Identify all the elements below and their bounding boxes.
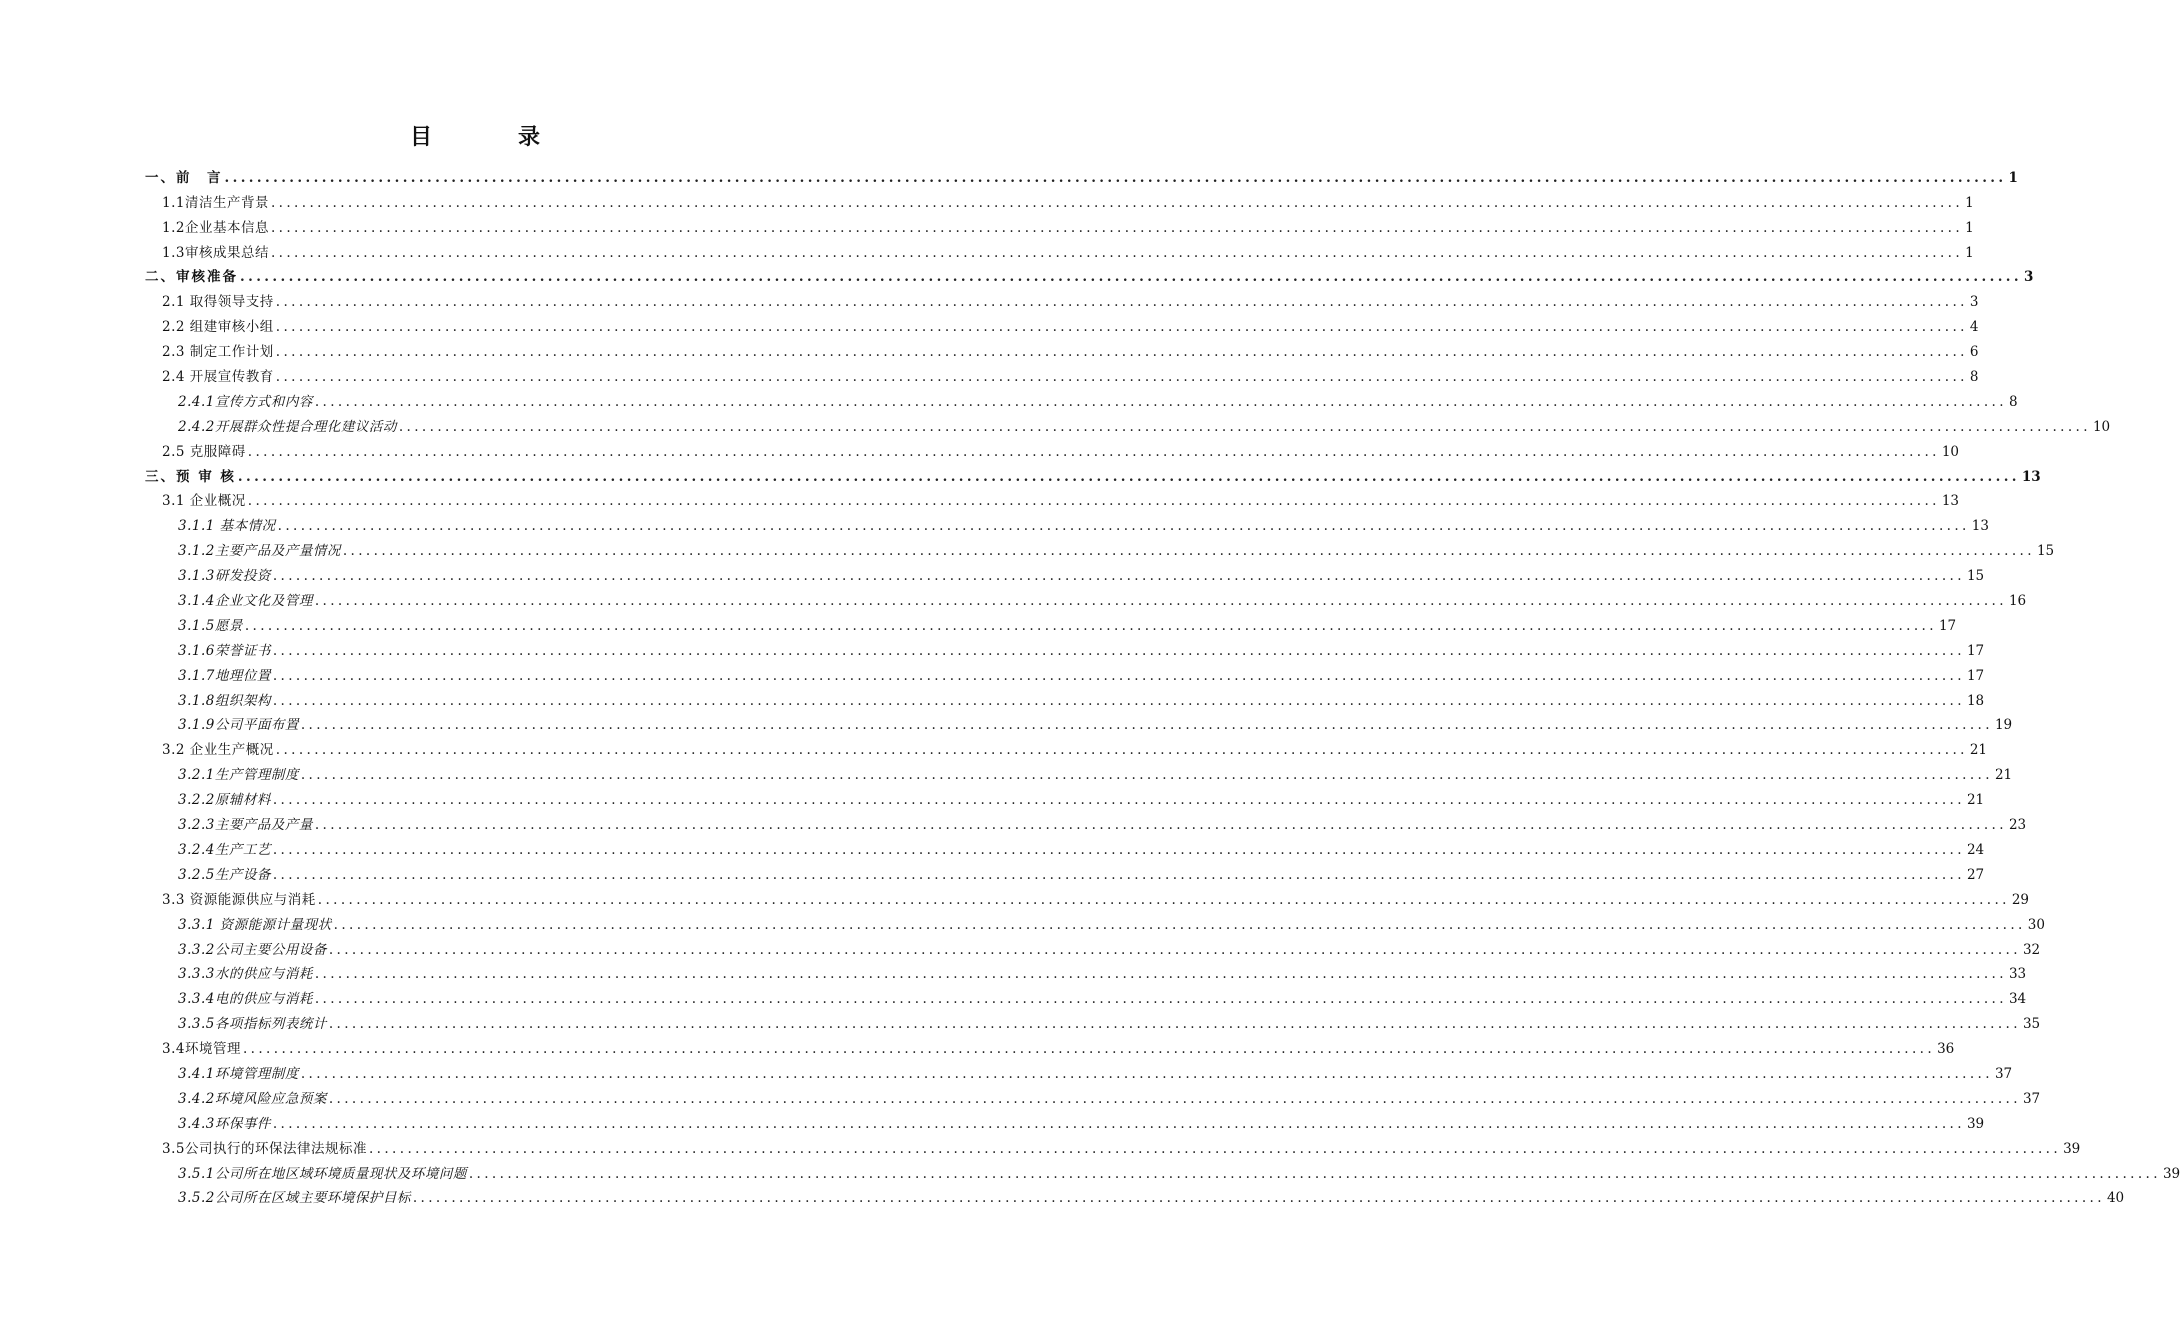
toc-entry-page-number: 17 bbox=[1938, 617, 1957, 634]
toc-entry[interactable] bbox=[145, 660, 1985, 685]
toc-dot-leader: ............................................................................................................................................................................................................................ bbox=[272, 568, 1965, 585]
toc-entry-page-number: 10 bbox=[1941, 443, 1960, 460]
toc-entry[interactable] bbox=[145, 734, 1988, 759]
toc-dot-leader: ............................................................................................................................................................................................................................ bbox=[275, 319, 1968, 336]
toc-entry-label: 3.2 企业生产概况 bbox=[162, 742, 274, 759]
toc-entry-page-number: 19 bbox=[1994, 717, 2013, 734]
toc-entry[interactable] bbox=[145, 1158, 2180, 1183]
toc-entry-page-number: 13 bbox=[1941, 493, 1960, 510]
toc-entry-label: 2.1 取得领导支持 bbox=[162, 294, 274, 311]
toc-dot-leader: ............................................................................................................................................................................................................................ bbox=[272, 692, 1965, 709]
toc-entry[interactable] bbox=[145, 311, 1979, 336]
toc-entry[interactable] bbox=[145, 934, 2041, 959]
toc-entry[interactable] bbox=[145, 1008, 2041, 1033]
toc-entry-label: 2.5 克服障碍 bbox=[162, 443, 246, 460]
toc-dot-leader: ............................................................................................................................................................................................................................ bbox=[300, 1065, 1993, 1082]
toc-entry-page-number: 24 bbox=[1966, 841, 1985, 858]
toc-dot-leader: ............................................................................................................................................................................................................................ bbox=[277, 518, 1970, 535]
toc-entry-label: 3.2.3主要产品及产量 bbox=[178, 817, 313, 834]
toc-entry[interactable] bbox=[145, 237, 1974, 262]
toc-entry[interactable] bbox=[145, 834, 1985, 859]
toc-entry[interactable] bbox=[145, 759, 2013, 784]
toc-dot-leader: ............................................................................................................................................................................................................................ bbox=[224, 169, 2007, 186]
toc-entry[interactable] bbox=[145, 286, 1979, 311]
toc-entry[interactable] bbox=[145, 262, 2034, 287]
toc-dot-leader: ............................................................................................................................................................................................................................ bbox=[317, 891, 2010, 908]
toc-dot-leader: ............................................................................................................................................................................................................................ bbox=[272, 667, 1965, 684]
toc-entry[interactable] bbox=[145, 361, 1979, 386]
toc-dot-leader: ............................................................................................................................................................................................................................ bbox=[328, 1090, 2021, 1107]
toc-dot-leader: ............................................................................................................................................................................................................................ bbox=[314, 966, 2007, 983]
toc-entry-label: 3.1.8组织架构 bbox=[178, 692, 271, 709]
toc-entry-page-number: 1 bbox=[1965, 244, 1974, 261]
toc-entry-page-number: 18 bbox=[1966, 692, 1985, 709]
toc-entry-page-number: 16 bbox=[2008, 593, 2027, 610]
toc-entry[interactable] bbox=[145, 784, 1985, 809]
toc-entry-page-number: 10 bbox=[2092, 418, 2111, 435]
toc-entry-page-number: 13 bbox=[1971, 518, 1989, 535]
toc-entry-label: 1.2企业基本信息 bbox=[162, 219, 269, 236]
toc-dot-leader: ............................................................................................................................................................................................................................ bbox=[328, 1016, 2021, 1033]
toc-entry-page-number: 8 bbox=[2008, 393, 2018, 410]
toc-entry-page-number: 30 bbox=[2027, 916, 2045, 933]
toc-entry-label: 三、预 审 核 bbox=[145, 468, 236, 485]
toc-dot-leader: ............................................................................................................................................................................................................................ bbox=[237, 468, 2020, 485]
toc-dot-leader: ............................................................................................................................................................................................................................ bbox=[314, 393, 2007, 410]
toc-entry[interactable] bbox=[145, 1058, 2013, 1083]
toc-dot-leader: ............................................................................................................................................................................................................................ bbox=[275, 369, 1968, 386]
toc-entry[interactable] bbox=[145, 560, 1985, 585]
toc-dot-leader: ............................................................................................................................................................................................................................ bbox=[275, 344, 1968, 361]
toc-entry[interactable] bbox=[145, 535, 2055, 560]
toc-entry[interactable] bbox=[145, 1133, 2081, 1158]
toc-entry-label: 2.4.1宣传方式和内容 bbox=[178, 393, 313, 410]
toc-entry-label: 3.2.1生产管理制度 bbox=[178, 767, 299, 784]
toc-entry-page-number: 29 bbox=[2011, 891, 2030, 908]
toc-entry[interactable] bbox=[145, 809, 2027, 834]
toc-entry-page-number: 36 bbox=[1937, 1041, 1955, 1058]
toc-entry-page-number: 4 bbox=[1969, 319, 1979, 336]
toc-entry[interactable] bbox=[145, 436, 1960, 461]
toc-entry-page-number: 32 bbox=[2022, 941, 2041, 958]
toc-entry[interactable] bbox=[145, 635, 1985, 660]
toc-entry-page-number: 17 bbox=[1966, 642, 1985, 659]
toc-dot-leader: ............................................................................................................................................................................................................................ bbox=[300, 767, 1993, 784]
toc-entry-page-number: 3 bbox=[1969, 294, 1979, 311]
toc-entry-page-number: 37 bbox=[1994, 1065, 2013, 1082]
toc-entry-label: 3.5.1公司所在地区域环境质量现状及环境问题 bbox=[178, 1165, 467, 1182]
toc-entry-page-number: 13 bbox=[2021, 468, 2041, 485]
toc-entry[interactable] bbox=[145, 510, 1989, 535]
toc-entry-page-number: 23 bbox=[2008, 817, 2027, 834]
toc-entry-page-number: 15 bbox=[2036, 543, 2055, 560]
toc-entry-page-number: 3 bbox=[2024, 269, 2034, 286]
toc-entry-label: 3.1.9公司平面布置 bbox=[178, 717, 299, 734]
toc-dot-leader: ............................................................................................................................................................................................................................ bbox=[270, 219, 1964, 236]
toc-entry-label: 3.1.1 基本情况 bbox=[178, 518, 276, 535]
toc-title: 目 录 bbox=[409, 124, 572, 150]
toc-entry-label: 3.5公司执行的环保法律法规标准 bbox=[162, 1140, 367, 1157]
toc-dot-leader: ............................................................................................................................................................................................................................ bbox=[275, 294, 1968, 311]
toc-entry[interactable] bbox=[145, 162, 2018, 187]
toc-entry-page-number: 33 bbox=[2008, 966, 2027, 983]
toc-dot-leader: ............................................................................................................................................................................................................................ bbox=[244, 617, 1937, 634]
table-of-contents bbox=[145, 162, 2180, 1207]
toc-entry[interactable] bbox=[145, 187, 1974, 212]
toc-entry-page-number: 1 bbox=[2008, 169, 2018, 186]
toc-entry-page-number: 21 bbox=[1966, 792, 1985, 809]
toc-entry-label: 1.3审核成果总结 bbox=[162, 244, 269, 261]
toc-dot-leader: ............................................................................................................................................................................................................................ bbox=[272, 1115, 1965, 1132]
toc-dot-leader: ............................................................................................................................................................................................................................ bbox=[272, 642, 1965, 659]
toc-dot-leader: ............................................................................................................................................................................................................................ bbox=[314, 817, 2007, 834]
toc-entry[interactable] bbox=[145, 486, 1960, 511]
toc-entry-label: 3.3.3水的供应与消耗 bbox=[178, 966, 313, 983]
toc-entry[interactable] bbox=[145, 585, 2027, 610]
toc-entry[interactable] bbox=[145, 411, 2111, 436]
toc-entry-label: 3.1.7地理位置 bbox=[178, 667, 271, 684]
toc-dot-leader: ............................................................................................................................................................................................................................ bbox=[412, 1190, 2105, 1207]
toc-dot-leader: ............................................................................................................................................................................................................................ bbox=[275, 742, 1968, 759]
toc-entry-page-number: 40 bbox=[2106, 1190, 2125, 1207]
toc-entry[interactable] bbox=[145, 959, 2027, 984]
toc-entry-page-number: 37 bbox=[2022, 1090, 2041, 1107]
toc-dot-leader: ............................................................................................................................................................................................................................ bbox=[272, 866, 1965, 883]
toc-entry-label: 2.3 制定工作计划 bbox=[162, 344, 274, 361]
toc-entry-label: 3.4.1环境管理制度 bbox=[178, 1065, 299, 1082]
toc-entry-page-number: 17 bbox=[1966, 667, 1985, 684]
toc-dot-leader: ............................................................................................................................................................................................................................ bbox=[272, 792, 1965, 809]
toc-entry[interactable] bbox=[145, 983, 2027, 1008]
toc-entry[interactable] bbox=[145, 685, 1985, 710]
toc-dot-leader: ............................................................................................................................................................................................................................ bbox=[300, 717, 1993, 734]
toc-entry-page-number: 8 bbox=[1969, 369, 1979, 386]
toc-dot-leader: ............................................................................................................................................................................................................................ bbox=[342, 543, 2035, 560]
toc-dot-leader: ............................................................................................................................................................................................................................ bbox=[270, 244, 1964, 261]
toc-entry[interactable] bbox=[145, 1033, 1955, 1058]
toc-entry-label: 3.3.1 资源能源计量现状 bbox=[178, 916, 332, 933]
toc-entry[interactable] bbox=[145, 386, 2018, 411]
toc-entry-page-number: 21 bbox=[1994, 767, 2013, 784]
toc-entry-label: 3.5.2公司所在区域主要环境保护目标 bbox=[178, 1190, 411, 1207]
toc-entry-page-number: 35 bbox=[2022, 1016, 2041, 1033]
toc-entry[interactable] bbox=[145, 1083, 2041, 1108]
toc-entry[interactable] bbox=[145, 859, 1985, 884]
toc-entry[interactable] bbox=[145, 336, 1979, 361]
toc-entry-page-number: 1 bbox=[1965, 194, 1974, 211]
toc-entry-label: 3.1.2主要产品及产量情况 bbox=[178, 543, 341, 560]
toc-entry[interactable] bbox=[145, 461, 2041, 486]
toc-entry-page-number: 39 bbox=[2063, 1140, 2081, 1157]
toc-entry-label: 一、前 言 bbox=[145, 169, 223, 186]
toc-entry-label: 3.1.4企业文化及管理 bbox=[178, 593, 313, 610]
toc-entry[interactable] bbox=[145, 884, 2030, 909]
toc-dot-leader: ............................................................................................................................................................................................................................ bbox=[314, 991, 2007, 1008]
toc-dot-leader: ............................................................................................................................................................................................................................ bbox=[368, 1140, 2062, 1157]
toc-entry-label: 3.1.3研发投资 bbox=[178, 568, 271, 585]
toc-dot-leader: ............................................................................................................................................................................................................................ bbox=[247, 493, 1940, 510]
toc-entry-label: 3.2.2原辅材料 bbox=[178, 792, 271, 809]
toc-entry-page-number: 34 bbox=[2008, 991, 2027, 1008]
toc-entry-label: 3.3 资源能源供应与消耗 bbox=[162, 891, 316, 908]
toc-entry-label: 2.4.2开展群众性提合理化建议活动 bbox=[178, 418, 397, 435]
toc-entry-label: 3.4.2环境风险应急预案 bbox=[178, 1090, 327, 1107]
toc-entry[interactable] bbox=[145, 710, 2013, 735]
toc-dot-leader: ............................................................................................................................................................................................................................ bbox=[270, 194, 1964, 211]
toc-entry-page-number: 15 bbox=[1966, 568, 1985, 585]
toc-entry-label: 3.1.5愿景 bbox=[178, 617, 243, 634]
toc-entry-label: 1.1清洁生产背景 bbox=[162, 194, 269, 211]
toc-entry-page-number: 1 bbox=[1965, 219, 1974, 236]
toc-dot-leader: ............................................................................................................................................................................................................................ bbox=[468, 1165, 2161, 1182]
toc-entry-label: 3.3.4电的供应与消耗 bbox=[178, 991, 313, 1008]
toc-entry-page-number: 39 bbox=[2162, 1165, 2180, 1182]
toc-entry[interactable] bbox=[145, 1183, 2125, 1208]
toc-dot-leader: ............................................................................................................................................................................................................................ bbox=[247, 443, 1940, 460]
toc-entry-page-number: 27 bbox=[1966, 866, 1985, 883]
toc-entry-page-number: 21 bbox=[1969, 742, 1988, 759]
toc-entry[interactable] bbox=[145, 610, 1957, 635]
toc-entry[interactable] bbox=[145, 1108, 1985, 1133]
toc-entry[interactable] bbox=[145, 909, 2045, 934]
toc-entry-label: 2.4 开展宣传教育 bbox=[162, 369, 274, 386]
toc-dot-leader: ............................................................................................................................................................................................................................ bbox=[333, 916, 2026, 933]
toc-dot-leader: ............................................................................................................................................................................................................................ bbox=[398, 418, 2091, 435]
toc-dot-leader: ............................................................................................................................................................................................................................ bbox=[328, 941, 2021, 958]
toc-entry-label: 3.3.5各项指标列表统计 bbox=[178, 1016, 327, 1033]
toc-dot-leader: ............................................................................................................................................................................................................................ bbox=[242, 1041, 1936, 1058]
toc-entry-label: 3.3.2公司主要公用设备 bbox=[178, 941, 327, 958]
toc-entry-label: 二、审核准备 bbox=[145, 269, 238, 286]
toc-entry[interactable] bbox=[145, 212, 1974, 237]
toc-entry-label: 2.2 组建审核小组 bbox=[162, 319, 274, 336]
toc-entry-page-number: 39 bbox=[1966, 1115, 1985, 1132]
toc-entry-label: 3.2.4生产工艺 bbox=[178, 841, 271, 858]
toc-entry-label: 3.1 企业概况 bbox=[162, 493, 246, 510]
toc-entry-page-number: 6 bbox=[1969, 344, 1979, 361]
toc-entry-label: 3.1.6荣誉证书 bbox=[178, 642, 271, 659]
toc-entry-label: 3.2.5生产设备 bbox=[178, 866, 271, 883]
toc-entry-label: 3.4.3环保事件 bbox=[178, 1115, 271, 1132]
toc-dot-leader: ............................................................................................................................................................................................................................ bbox=[272, 841, 1965, 858]
toc-dot-leader: ............................................................................................................................................................................................................................ bbox=[240, 269, 2022, 286]
toc-entry-label: 3.4环境管理 bbox=[162, 1041, 241, 1058]
toc-dot-leader: ............................................................................................................................................................................................................................ bbox=[314, 593, 2007, 610]
